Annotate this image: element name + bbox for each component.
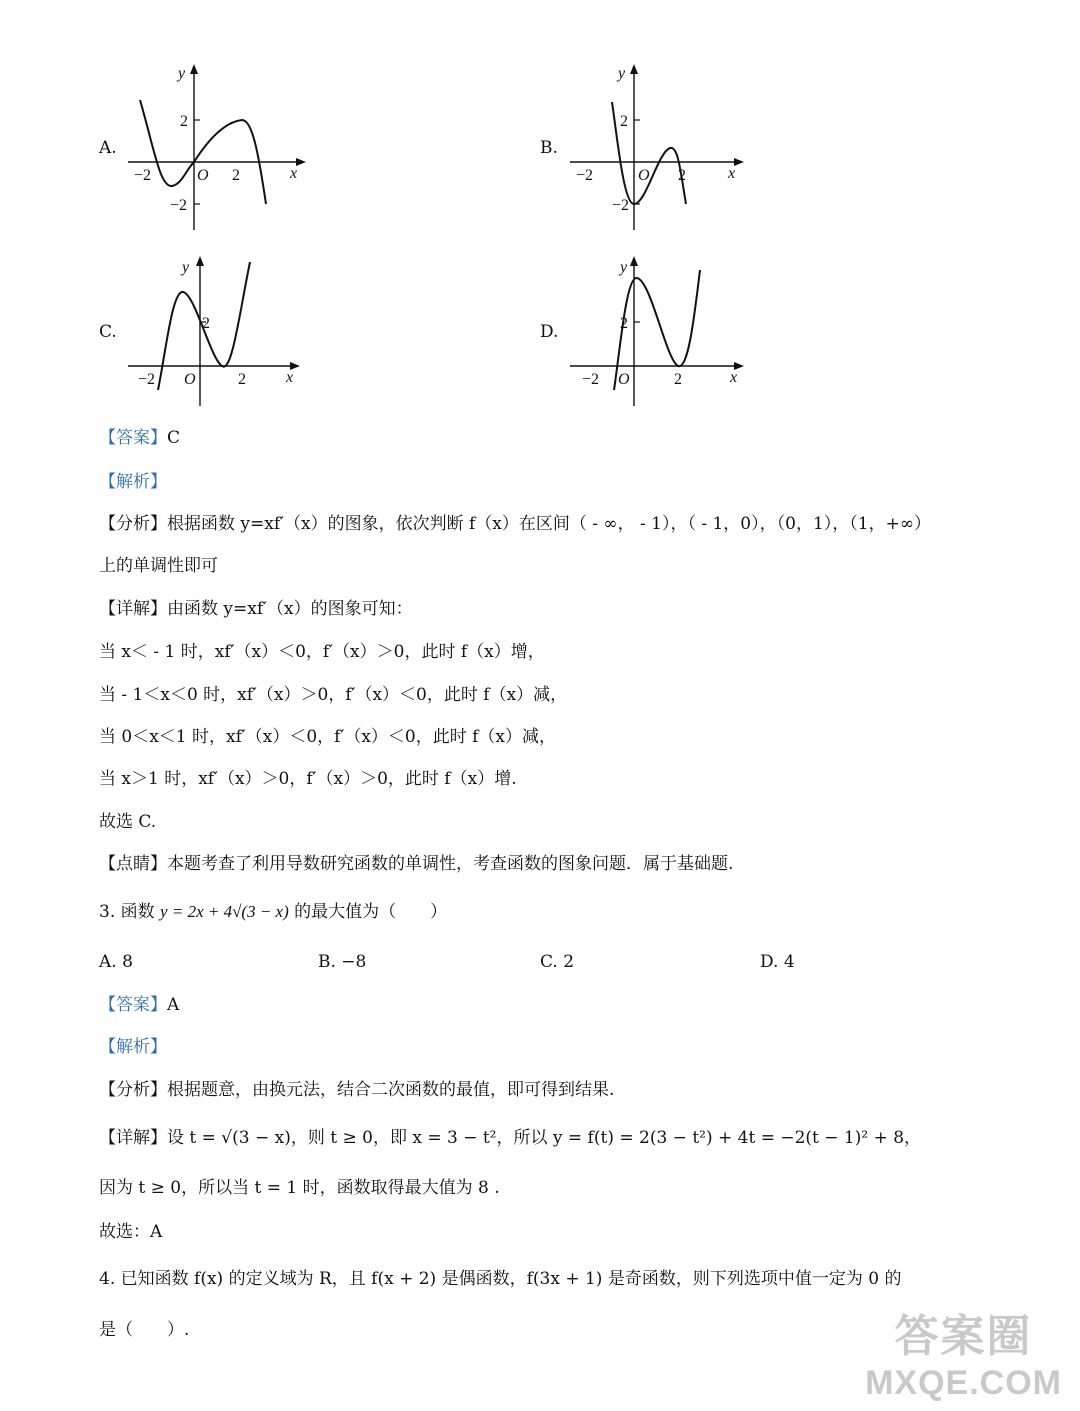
graph-d-tick-pos2: 2 [674,371,682,388]
graph-c-tick-pos2: 2 [238,371,246,388]
graph-a-tick-neg2: −2 [134,167,152,184]
graph-b-ytick-neg2: −2 [612,197,630,214]
option-a-label: A. [99,138,117,158]
q2-xiangjie [99,597,413,621]
q4-stem-line2: 是（ ）. [99,1320,190,1340]
graph-b-tick-neg2: −2 [576,167,594,184]
graph-c-origin-label: O [184,371,196,388]
graph-d-y-label: y [620,259,628,276]
graph-a-tick-pos2: 2 [232,167,240,184]
watermark-bottom: MXQE.COM [865,1364,1062,1402]
q3-xiangjie [99,1126,921,1150]
option-c-label: C. [99,322,117,342]
q3-option-a: A. 8 [99,952,133,972]
graph-a-ytick-pos2: 2 [180,113,188,130]
graph-a-y-label: y [178,65,186,82]
q3-stem-pre: 函数 [120,902,155,922]
q3-conclusion: 故选：A [99,1222,163,1242]
graph-option-c [120,250,320,420]
answer-value: C [167,428,181,448]
answer-tag: 【答案】 [99,428,167,448]
q3-fenxi-tag: 【分析】 [99,1080,167,1100]
q2-analysis-tag [99,470,167,494]
q2-case-3: 当 0＜x＜1 时，xf′（x）＜0，f′（x）＜0，此时 f（x）减， [99,727,557,747]
q3-stem-post: 的最大值为（ ） [294,902,448,922]
watermark-logo [865,1300,1062,1403]
graph-b-x-label: x [728,165,736,182]
q3-xiangjie-tag: 【详解】 [99,1128,167,1148]
q3-option-b: B. −8 [318,952,367,972]
analysis-tag: 【解析】 [99,472,167,492]
xiangjie-text: 由函数 y=xf′（x）的图象可知： [167,599,413,619]
q3-answer-tag: 【答案】 [99,995,167,1015]
dianjing-text: 本题考查了利用导数研究函数的单调性，考查函数的图象问题．属于基础题. [167,854,734,874]
graph-d-tick-neg2: −2 [582,371,600,388]
q2-dianjing [99,852,733,876]
q2-case-2: 当 - 1＜x＜0 时，xf′（x）＞0，f′（x）＜0，此时 f（x）减， [99,685,568,705]
q2-case-4: 当 x＞1 时，xf′（x）＞0，f′（x）＞0，此时 f（x）增. [99,769,517,789]
q3-answer-value: A [167,995,180,1015]
graph-c-y-label: y [182,259,190,276]
q3-fenxi-text: 根据题意，由换元法，结合二次函数的最值，即可得到结果. [167,1080,615,1100]
graph-b-tick-pos2: 2 [678,167,686,184]
graph-option-b [562,58,762,238]
q3-analysis-tag-text: 【解析】 [99,1037,167,1057]
q2-fenxi-line1 [99,512,931,536]
q2-conclusion: 故选 C. [99,812,157,832]
fenxi-tag: 【分析】 [99,514,167,534]
graph-a-x-label: x [290,165,298,182]
graph-c-x-label: x [286,369,294,386]
q3-formula: y = 2x + 4√(3 − x) [160,902,289,921]
q3-analysis-tag [99,1035,167,1059]
q3-xiangjie-text: 设 t = √(3 − x)，则 t ≥ 0，即 x = 3 − t²，所以 y = f(t) = 2(3 − t²) + 4t = −2(t − 1)² + 8， [167,1128,922,1148]
graph-b-origin-label: O [638,167,650,184]
graph-c-tick-neg2: −2 [138,371,156,388]
q3-number: 3. [99,902,116,922]
graph-b-ytick-pos2: 2 [620,113,628,130]
q2-answer [99,426,180,450]
q3-option-d: D. 4 [760,952,795,972]
option-d-label: D. [540,322,559,342]
q3-fenxi [99,1078,614,1102]
fenxi-text: 根据函数 y=xf′（x）的图象，依次判断 f（x）在区间（ - ∞， - 1），（ - 1，0），（0，1），（1，+∞） [167,514,931,534]
graph-option-d [562,250,762,420]
q3-option-c: C. 2 [540,952,575,972]
graph-a-ytick-neg2: −2 [170,197,188,214]
q2-fenxi-line2: 上的单调性即可 [99,556,218,576]
graph-b-y-label: y [618,65,626,82]
graph-d-x-label: x [730,369,738,386]
graph-d-ytick-pos2: 2 [620,315,628,332]
watermark-top: 答案圈 [894,1312,1033,1361]
graph-option-a [120,58,320,238]
graph-a-origin-label: O [197,167,209,184]
q3-stem [99,900,447,924]
graph-c-ytick-pos2: 2 [202,315,210,332]
q4-stem-line1: 4. 已知函数 f(x) 的定义域为 R，且 f(x + 2) 是偶函数，f(3x + 1) 是奇函数，则下列选项中值一定为 0 的 [99,1269,902,1289]
xiangjie-tag: 【详解】 [99,599,167,619]
graph-d-origin-label: O [618,371,630,388]
q2-case-1: 当 x＜ - 1 时，xf′（x）＜0，f′（x）＞0，此时 f（x）增， [99,642,545,662]
dianjing-tag: 【点睛】 [99,854,167,874]
q3-answer [99,993,179,1017]
option-b-label: B. [540,138,558,158]
q3-because: 因为 t ≥ 0，所以当 t = 1 时，函数取得最大值为 8 . [99,1178,500,1198]
